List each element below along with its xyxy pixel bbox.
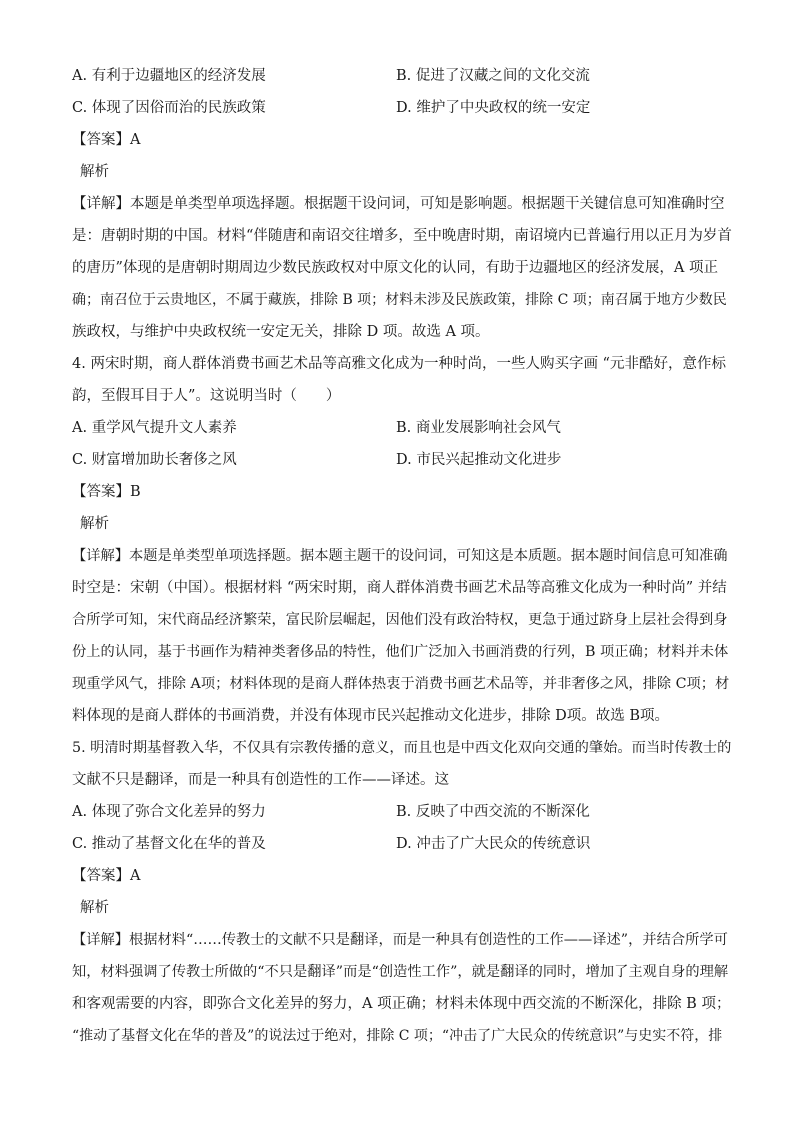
q4-analysis-heading: 解析: [80, 516, 109, 532]
q3-option-a: A. 有利于边疆地区的经济发展: [72, 68, 266, 84]
q3-option-d: D. 维护了中央政权的统一安定: [396, 100, 591, 116]
q3-option-c: C. 体现了因俗而治的民族政策: [72, 100, 266, 116]
q3-detail-line-4: 确；南召位于云贵地区，不属于藏族，排除 B 项；材料未涉及民族政策，排除 C 项；南召属于地方少数民: [72, 292, 727, 308]
q4-detail-line-4: 份上的认同，基于书画作为精神类奢侈品的特性，他们广泛加入书画消费的行列，B 项正确；材料并未体: [72, 644, 729, 660]
q3-detail-line-5: 族政权，与维护中央政权统一安定无关，排除 D 项。故选 A 项。: [72, 324, 490, 340]
q4-option-b: B. 商业发展影响社会风气: [396, 420, 561, 436]
q5-detail-line-2: 知，材料强调了传教士所做的“不只是翻译”而是“创造性工作”，就是翻译的同时，增加了主观自身的理解: [72, 964, 729, 980]
q4-stem-line-2: 韵，至假耳目于人”。这说明当时（ ）: [72, 388, 341, 404]
q5-analysis-heading: 解析: [80, 900, 109, 916]
q3-answer: 【答案】A: [72, 132, 141, 148]
q3-detail-line-1: 【详解】本题是单类型单项选择题。根据题干设问词，可知是影响题。根据题干关键信息可知准确时空: [72, 196, 725, 212]
q4-detail-line-3: 合所学可知，宋代商品经济繁荣，富民阶层崛起，因他们没有政治特权，更急于通过跻身上层社会得到身: [72, 612, 728, 628]
q5-stem-line-2: 文献不只是翻译，而是一种具有创造性的工作——译述。这: [72, 772, 449, 788]
q5-option-b: B. 反映了中西交流的不断深化: [396, 804, 590, 820]
q3-analysis-heading: 解析: [80, 164, 109, 180]
q5-option-c: C. 推动了基督文化在华的普及: [72, 836, 266, 852]
q5-detail-line-3: 和客观需要的内容，即弥合文化差异的努力，A 项正确；材料未体现中西交流的不断深化，排除 B 项；: [72, 996, 731, 1012]
q4-option-d: D. 市民兴起推动文化进步: [396, 452, 562, 468]
q4-option-c: C. 财富增加助长奢侈之风: [72, 452, 237, 468]
q3-detail-line-3: 的唐历”体现的是唐朝时期周边少数民族政权对中原文化的认同，有助于边疆地区的经济发展，A 项正: [72, 260, 718, 276]
q4-answer: 【答案】B: [72, 484, 141, 500]
q5-answer: 【答案】A: [72, 868, 141, 884]
q4-stem-line-1: 4. 两宋时期，商人群体消费书画艺术品等高雅文化成为一种时尚，一些人购买字画 “元非酷好，意作标: [72, 356, 726, 372]
q4-detail-line-6: 料体现的是商人群体的书画消费，并没有体现市民兴起推动文化进步，排除 D项。故选 B项。: [72, 708, 669, 724]
q4-detail-line-2: 时空是：宋朝（中国）。根据材料 “两宋时期，商人群体消费书画艺术品等高雅文化成为一种时尚” 并结: [72, 580, 727, 596]
q5-stem-line-1: 5. 明清时期基督教入华，不仅具有宗教传播的意义，而且也是中西文化双向交通的肇始。而当时传教士的: [72, 740, 732, 756]
q4-option-a: A. 重学风气提升文人素养: [72, 420, 237, 436]
q5-detail-line-1: 【详解】根据材料“……传教士的文献不只是翻译，而是一种具有创造性的工作——译述”，并结合所学可: [72, 932, 728, 948]
q4-detail-line-1: 【详解】本题是单类型单项选择题。据本题主题干的设问词，可知这是本质题。据本题时间信息可知准确: [72, 548, 728, 564]
q5-option-a: A. 体现了弥合文化差异的努力: [72, 804, 266, 820]
q5-option-d: D. 冲击了广大民众的传统意识: [396, 836, 591, 852]
q5-detail-line-4: “推动了基督文化在华的普及”的说法过于绝对，排除 C 项；“冲击了广大民众的传统意识”与史实不符，排: [72, 1028, 723, 1044]
q4-detail-line-5: 现重学风气，排除 A项；材料体现的是商人群体热衷于消费书画艺术品等，并非奢侈之风，排除 C项；材: [72, 676, 730, 692]
q3-option-b: B. 促进了汉藏之间的文化交流: [396, 68, 590, 84]
q3-detail-line-2: 是：唐朝时期的中国。材料“伴随唐和南诏交往增多，至中晚唐时期，南诏境内已普遍行用以正月为岁首: [72, 228, 732, 244]
